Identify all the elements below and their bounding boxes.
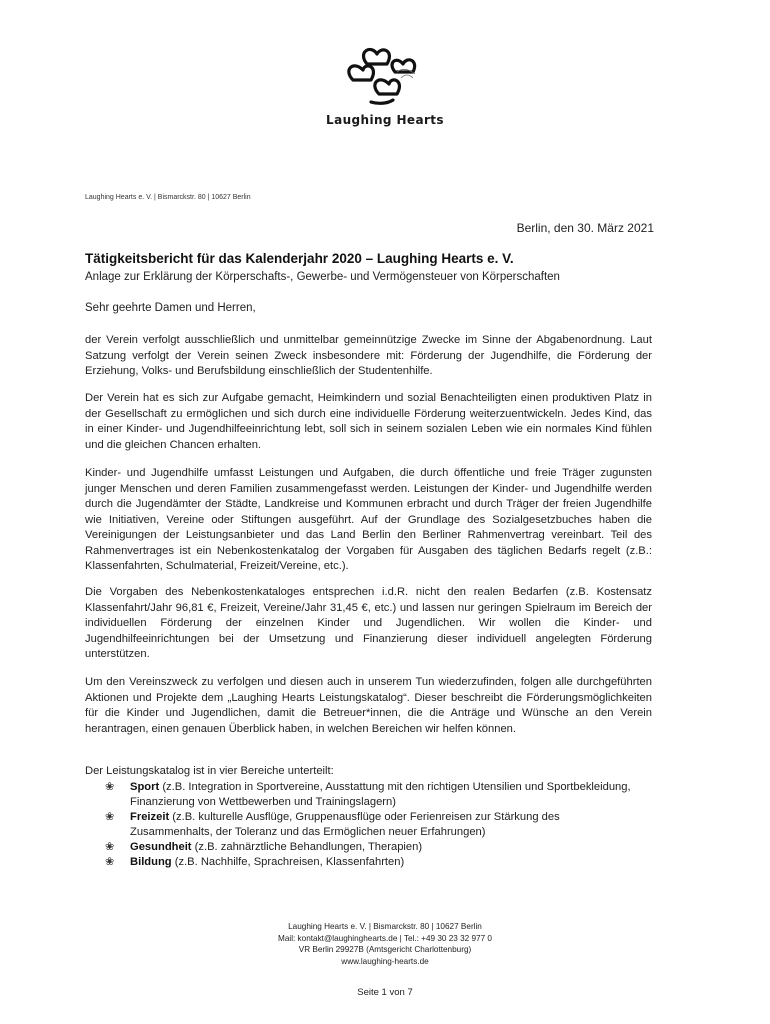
salutation: Sehr geehrte Damen und Herren, (85, 302, 256, 314)
heart-clover-bullet-icon: ❀ (105, 841, 115, 853)
paragraph-2: Der Verein hat es sich zur Aufgabe gemacht, Heimkindern und sozial Benachteiligten einen produktiven Platz in der Gesellschaft zu ermöglichen und sich durch eine individuelle Förderung weiterzuentwickeln. Jedes Kind, das in einer Kinder- und Jugendhilfeeinrichtung lebt, soll sich in seinem sozialen Leben wie ein normales Kind fühlen und die gleichen Chancen erhalten. (85, 392, 652, 451)
paragraph-1: der Verein verfolgt ausschließlich und unmittelbar gemeinnützige Zwecke im Sinne der Abgabenordnung. Laut Satzung verfolgt der Verein seinen Zweck insbesondere mit: Förderung der Jugendhilfe, die Förderung der Erziehung, Volks- und Berufsbildung einschließlich der Studentenhilfe. (85, 334, 652, 377)
paragraph-4: Die Vorgaben des Nebenkostenkataloges entsprechen i.d.R. nicht den realen Bedarfen (z.B. Kostensatz Klassenfahrt/Jahr 96,81 €, Freizeit, Vereine/Jahr 31,45 €, etc.) und lassen nur geringen Spielraum im Bereich der individuellen Förderung der einzelnen Kinder und Jugendlichen. Wir wollen die Kinder- und Jugendhilfeeinrichtungen bei der Umsetzung und Finanzierung dieser individuell angelegten Förderung unterstützen. (85, 586, 652, 660)
list-item-text: (z.B. Nachhilfe, Sprachreisen, Klassenfahrten) (171, 856, 405, 868)
list-item (105, 780, 645, 810)
letter-date: Berlin, den 30. März 2021 (516, 221, 654, 235)
logo-text: Laughing Hearts (326, 113, 444, 127)
laughing-hearts-logo-icon (335, 44, 435, 110)
list-item (105, 855, 645, 870)
paragraph-5: Um den Vereinszweck zu verfolgen und diesen auch in unserem Tun wiederzufinden, folgen alle durchgeführten Aktionen und Projekte dem „Laughing Hearts Leistungskatalog“. Dieser beschreibt die Förderungsmöglichkeiten für die Kinder und Jugendlichen, damit die Betreuer*innen, die die Anträge und Wünsche an den Verein herantragen, einen genauen Überblick haben, in welchen Bereichen wir helfen können. (85, 676, 652, 735)
service-catalog-list (105, 780, 645, 870)
sender-address-line: Laughing Hearts e. V. | Bismarckstr. 80 | 10627 Berlin (85, 194, 251, 201)
page-number: Seite 1 von 7 (357, 987, 413, 998)
footer-address: Laughing Hearts e. V. | Bismarckstr. 80 | 10627 Berlin (288, 922, 482, 931)
footer-registry: VR Berlin 29927B (Amtsgericht Charlottenburg) (298, 945, 472, 954)
list-item (105, 840, 645, 855)
paragraph-3: Kinder- und Jugendhilfe umfasst Leistungen und Aufgaben, die durch öffentliche und freie Träger zugunsten junger Menschen und deren Familien zusammengefasst werden. Leistungen der Kinder- und Jugendhilfe werden durch die Jugendämter der Städte, Landkreise und Kommunen erbracht und durch Träger der freien Jugendhilfe wie Initiativen, Vereine oder Stiftungen ausgeführt. Auf der Grundlage des Sozialgesetzbuches haben die Vereinigungen der Leistungsanbieter und das Land Berlin den Berliner Rahmenvertrag vereinbart. Teil des Rahmenvertrages ist ein Nebenkostenkatalog der Vorgaben für Ausgaben des täglichen Bedarfs regelt (z.B.: Klassenfahrten, Schulmaterial, Freizeit/Vereine, etc.). (85, 467, 652, 572)
heart-clover-bullet-icon: ❀ (105, 811, 115, 823)
list-intro: Der Leistungskatalog ist in vier Bereiche unterteilt: (85, 765, 334, 777)
footer (0, 921, 770, 967)
footer-contact: Mail: kontakt@laughinghearts.de | Tel.: +49 30 23 32 977 0 (278, 933, 492, 943)
list-item-term: Gesundheit (130, 841, 192, 853)
document-subtitle: Anlage zur Erklärung der Körperschafts-, Gewerbe- und Vermögensteuer von Körperschaften (85, 271, 560, 283)
list-item-term: Bildung (130, 856, 172, 868)
list-item-term: Sport (130, 781, 160, 793)
list-item-term: Freizeit (130, 811, 170, 823)
list-item (105, 810, 645, 840)
list-item-text: (z.B. kulturelle Ausflüge, Gruppenausflüge oder Ferienreisen zur Stärkung des Zusammenhalts, der Toleranz und das Ermöglichen neuer Erfahrungen) (130, 811, 560, 838)
list-item-text: (z.B. zahnärztliche Behandlungen, Therapien) (191, 841, 423, 853)
footer-website-link[interactable]: www.laughing-hearts.de (341, 956, 429, 966)
document-title: Tätigkeitsbericht für das Kalenderjahr 2020 – Laughing Hearts e. V. (85, 251, 514, 266)
list-item-text: (z.B. Integration in Sportvereine, Ausstattung mit den richtigen Utensilien und Sportbekleidung, Finanzierung von Wettbewerben und Trainingslagern) (130, 781, 631, 808)
heart-clover-bullet-icon: ❀ (105, 856, 115, 868)
heart-clover-bullet-icon: ❀ (105, 781, 115, 793)
